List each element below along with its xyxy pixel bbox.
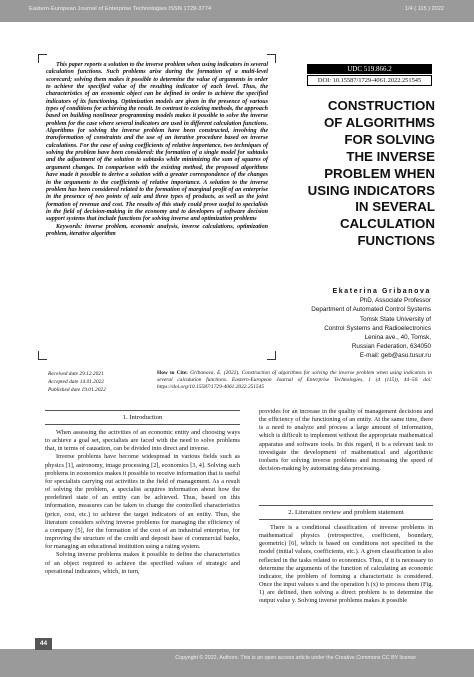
udc-label: UDC 519.866.2: [307, 64, 432, 74]
title-line: CONSTRUCTION: [327, 98, 435, 113]
received-date: Received date 29.12.2021: [48, 371, 104, 377]
paragraph: There is a conditional classification of inverse problems in mathematical physics (retrospective, coefficient, boundary, geometric) [6], which is based on conditions not specified in the model (initial values, coefficients, etc.). A given classification is also reflected in the tasks related to economics. Thus, if it is necessary to determine the arguments of the function of calculating an economic indicator, the problem of forming a characteristic is considered. Once the input values x and the operation h (x) to process them (Fig. 1) are defined, then solving a direct problem is to determine the output value y. Solving inverse problems makes it possible: [259, 524, 433, 605]
cite-text: Gribanova, E. (2022). Construction of algorithms for solving the inverse problem when using indicators in several calculation functions. Eastern-European Journal of Enterprise Technologies, 1 (4 (115)), 44–50. doi: https://doi.org/10.15587/1729-4061.2022.251545: [157, 370, 433, 391]
paragraph: Inverse problems have become widespread in various fields such as physics [1], astronomy, image processing [2], economics [3, 4]. Solving such problems in economics makes it possible to receive information that is useful for specialists carrying out activities in the field of management. As a result of solving the problem, a specialist acquires information about how the predefined state of an entity can be achieved. Thus, based on this information, measures can be taken to change the controlled characteristics (price, cost, etc.) to achieve the target indicators of an entity. Thus, the literature considers solving inverse problems for managing the efficiency of a company [5], for the formation of the cost of an industrial enterprise, for improving the structure of the credit and deposit base of commercial banks, for managing an educational institution using a rating system.: [45, 453, 240, 551]
author-affiliation: Control Systems and Radioelectronics: [324, 324, 431, 332]
right-column-body: [259, 408, 433, 473]
accepted-date: Accepted date 14.01.2022: [48, 379, 104, 386]
author-block: [276, 287, 431, 361]
author-degree: PhD, Associate Professor: [359, 297, 431, 305]
author-name: Ekaterina Gribanova: [332, 288, 431, 295]
footer-band: [0, 649, 474, 677]
author-affiliation: Tomsk State University of: [359, 315, 431, 323]
issue-number: 1/4 ( 115 ) 2022: [404, 6, 444, 12]
section-heading-introduction: 1. Introduction: [45, 410, 240, 425]
title-line: THE INVERSE: [346, 148, 435, 164]
keywords: Keywords: inverse problem, economic analysis, inverse calculations, optimization problem, iterative algorithm: [46, 223, 268, 237]
abstract-corner-mark: [38, 351, 47, 360]
article-dates: [48, 370, 158, 395]
introduction-body: [45, 429, 240, 576]
title-line: OF ALGORITHMS: [323, 114, 435, 130]
paragraph: provides for an increase in the quality of management decisions and the efficiency of the functioning of an entity. At the same time, there is a need to analyze and process a large amount of information, which is difficult to implement without the appropriate mathematical apparatus and software tools. In this regard, it is a relevant task to investigate the development of mathematical and algorithmic toolsets for solving inverse problems and increasing the speed of decision-making by automating data processing.: [259, 408, 433, 473]
title-line: FUNCTIONS: [357, 233, 435, 249]
title-line: USING INDICATORS: [307, 182, 435, 198]
how-to-cite: [157, 370, 432, 392]
doi-link[interactable]: DOI: 10.15587/1729-4061.2022.251545: [307, 75, 432, 86]
author-email[interactable]: E-mail: geb@asu.tusur.ru: [359, 352, 431, 360]
paragraph: Solving inverse problems makes it possible to define the characteristics of an object required to achieve the specified values of strategic and operational indicators, which, in turn,: [45, 551, 240, 575]
journal-header-band: [0, 0, 474, 22]
abstract-corner-mark: [267, 54, 276, 63]
abstract-corner-mark: [38, 54, 47, 63]
published-date: Published date 19.01.2022: [48, 387, 106, 394]
page-number: 44: [35, 638, 52, 650]
author-department: Department of Automated Control Systems: [311, 306, 431, 314]
title-line: PROBLEM WHEN: [324, 165, 435, 181]
author-address: Lenina ave., 40, Tomsk,: [364, 334, 431, 342]
article-title: [283, 98, 435, 250]
author-address: Russian Federation, 634050: [351, 343, 431, 351]
paragraph: When assessing the activities of an economic entity and choosing ways to achieve a goal set, specialists are faced with the need to solve problems that, in terms of causation, can be divided into direct and inverse.: [45, 429, 240, 453]
title-line: FOR SOLVING: [344, 131, 435, 147]
abstract-corner-mark: [267, 351, 276, 360]
abstract-text: This paper reports a solution to the inverse problem when using indicators in several calculation functions. Such problems arise during the formation of a multi-level scorecard; solving them makes it possible to determine the value of arguments in order to achieve the specified value of the resulting indicator of each level. Thus, the characteristics of an economic object can be defined in order to achieve the specified indicators of its functioning. Optimization models are given in the presence of various types of conditions for achieving the result. In contrast to existing methods, the approach based on building nonlinear programming models makes it possible to solve the inverse problem for the case where several indicators are used in different calculation functions. Algorithms for solving the inverse problem have been constructed, involving the transformation of constraints and the use of an iterative procedure based on inverse calculations. For the case of using coefficients of relative importance, two techniques of solving the problem have been considered: the formation of a single model for subtasks and the adjustment of the solution to subtasks while minimizing the sum of squares of argument changes. In comparison with the existing method, the proposed algorithms have made it possible to derive a solution with a greater correspondence of the changes in the arguments to the coefficients of relative importance. A solution to the inverse problem has been considered related to the formation of marginal profit of an enterprise in the presence of two points of sale and three types of products, as well as the joint formation of revenue and cost. The results of this study could prove useful to specialists in the field of decision-making in the economy and to developers of software decision support systems that include functions for solving inverse and optimization problems: [46, 62, 268, 223]
section-heading-literature-review: 2. Literature review and problem statement: [259, 505, 433, 520]
cite-label: How to Cite:: [157, 370, 188, 376]
copyright-notice: Copyright © 2022, Authors. This is an open access article under the Creative Commons CC BY license: [175, 655, 416, 661]
title-line: IN SEVERAL: [355, 199, 435, 215]
literature-review-body: [259, 524, 433, 606]
journal-name: Eastern-European Journal of Enterprise Technologies ISSN 1729-3774: [29, 6, 212, 12]
title-line: CALCULATION: [339, 216, 435, 232]
abstract-box: [46, 62, 268, 352]
